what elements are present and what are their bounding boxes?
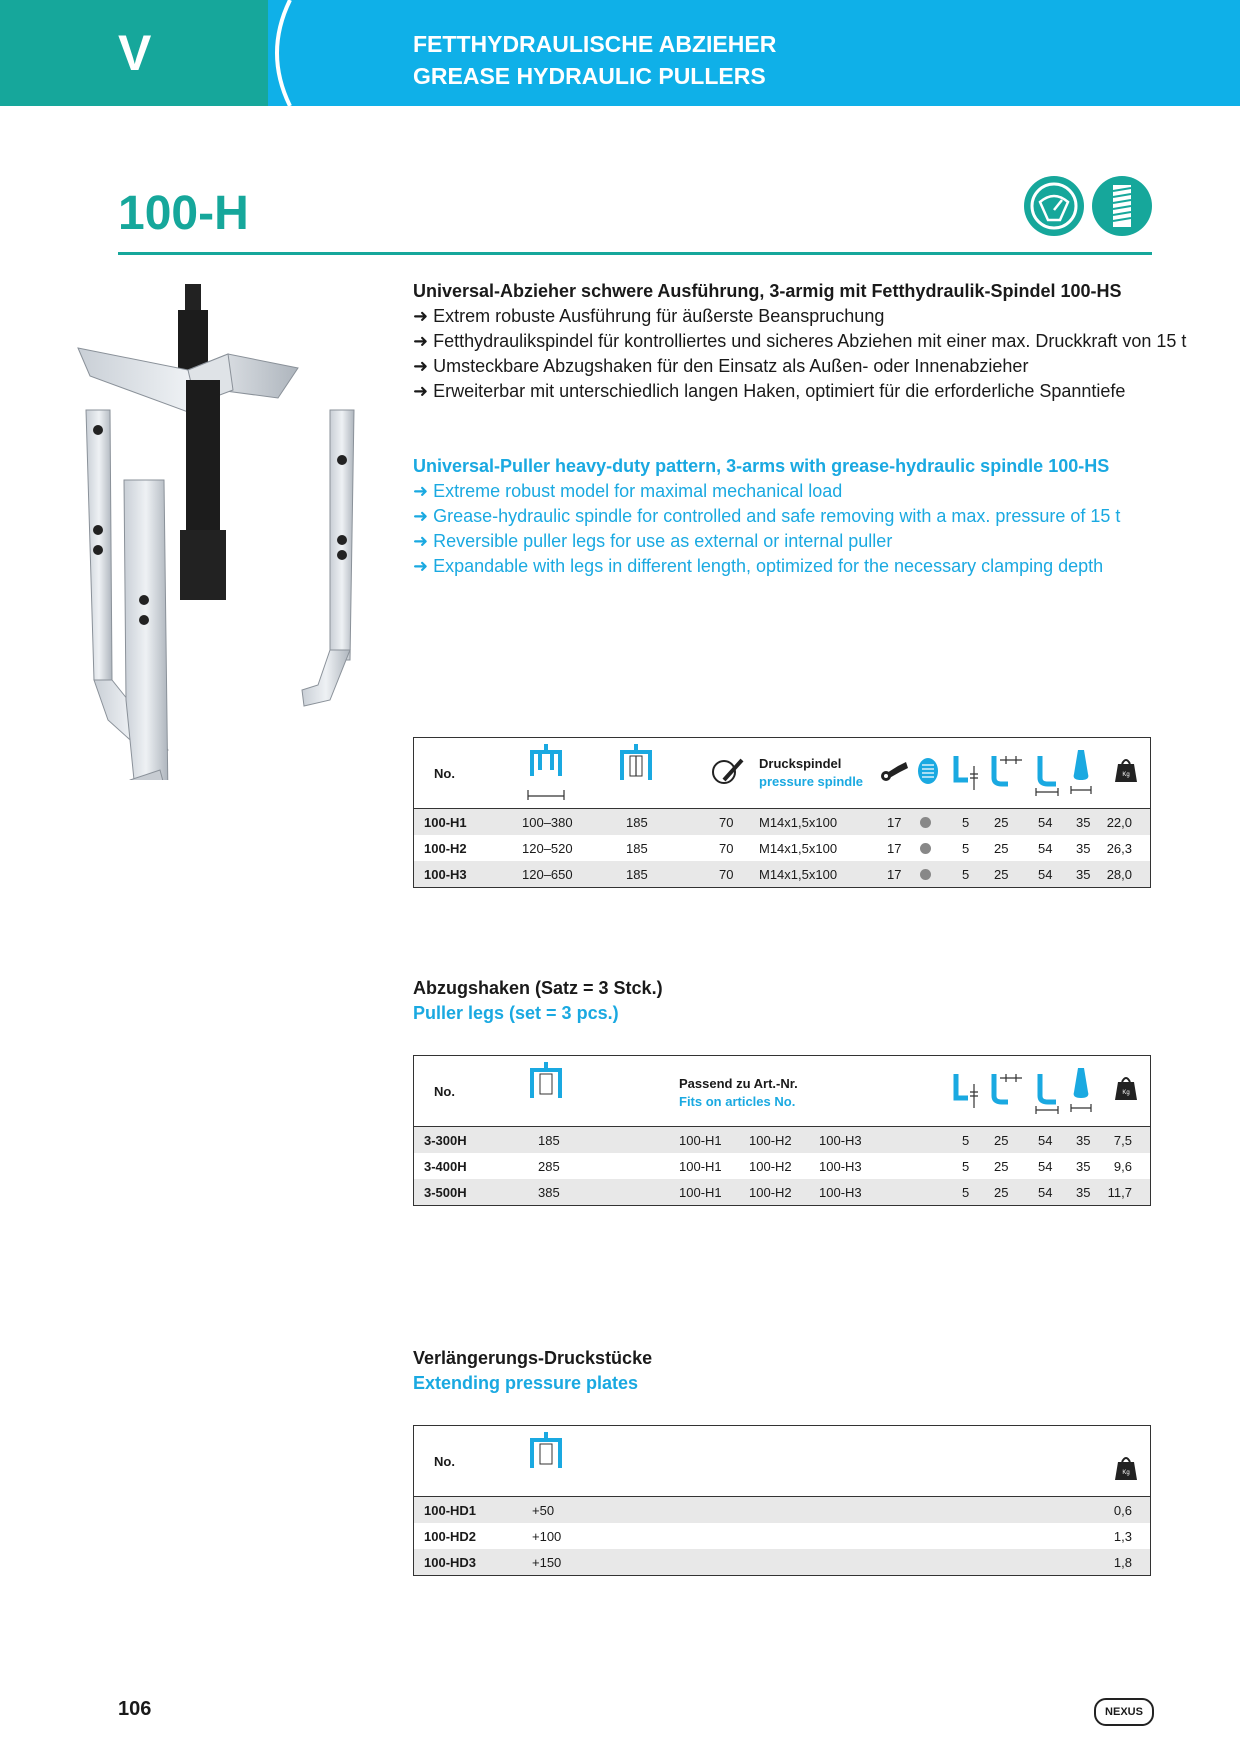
cell-b: 25 <box>994 1159 1009 1174</box>
span-width-icon <box>524 742 568 802</box>
column-header-spindle-de: Druckspindel <box>759 756 842 771</box>
column-header-no: No. <box>434 1454 455 1469</box>
cell-depth: 185 <box>538 1133 560 1148</box>
table-row <box>414 1549 1150 1575</box>
cell-f3: 100-H3 <box>819 1159 862 1174</box>
cell-no: 3-400H <box>424 1159 467 1174</box>
cell-kg: 11,7 <box>1107 1185 1132 1200</box>
grease-indicator-dot <box>920 869 931 880</box>
cell-a: 5 <box>962 815 970 830</box>
cell-f1: 100-H1 <box>679 1185 722 1200</box>
cell-kg: 0,6 <box>1113 1503 1132 1518</box>
pressure-plates-table-header <box>414 1426 1150 1497</box>
cell-span: 100–380 <box>522 815 573 830</box>
cell-kg: 22,0 <box>1106 815 1132 830</box>
page-number: 106 <box>118 1698 152 1720</box>
cell-d: 35 <box>1076 867 1091 882</box>
section-puller-legs-en: Puller legs (set = 3 pcs.) <box>413 1003 619 1023</box>
cell-no: 100-H2 <box>424 841 467 856</box>
cell-f3: 100-H3 <box>819 1185 862 1200</box>
cell-d: 35 <box>1076 815 1091 830</box>
cell-depth: 285 <box>538 1159 560 1174</box>
grease-indicator-dot <box>920 843 931 854</box>
leg-tip-icon <box>1070 748 1092 796</box>
section-puller-legs <box>413 976 663 1026</box>
cell-ext: +50 <box>532 1503 555 1518</box>
description-en <box>413 454 1193 579</box>
description-de-bullet: ➜ Erweiterbar mit unterschiedlich langen Haken, optimiert für die erforderliche Spanntiefe <box>413 381 1126 401</box>
weight-icon <box>1114 756 1138 782</box>
weight-icon-label: Kg <box>1122 1090 1130 1096</box>
column-header-no: No. <box>434 1084 455 1099</box>
description-de <box>413 279 1193 404</box>
cell-b: 25 <box>994 815 1009 830</box>
table-row <box>414 1153 1150 1179</box>
hook-height-icon <box>950 754 982 794</box>
weight-icon-label: Kg <box>1122 772 1130 778</box>
cell-c: 54 <box>1038 1133 1053 1148</box>
weight-icon-label: Kg <box>1122 1470 1130 1476</box>
leg-width-icon <box>1034 1072 1060 1114</box>
cell-b: 25 <box>994 841 1009 856</box>
cell-f1: 100-H1 <box>679 1133 722 1148</box>
table-row <box>414 835 1150 861</box>
description-en-heading: Universal-Puller heavy-duty pattern, 3-arms with grease-hydraulic spindle 100-HS <box>413 456 1110 476</box>
table-row <box>414 861 1150 887</box>
cell-b: 25 <box>994 1185 1009 1200</box>
description-en-bullet: ➜ Grease-hydraulic spindle for controlled and safe removing with a max. pressure of 15 t <box>413 506 1121 526</box>
cell-no: 3-300H <box>424 1133 467 1148</box>
cell-wrench: 17 <box>887 867 902 882</box>
cell-spindle: M14x1,5x100 <box>759 841 838 856</box>
cell-span: 120–520 <box>522 841 573 856</box>
leg-tip-icon <box>1070 1066 1092 1114</box>
cell-d: 35 <box>1076 1159 1091 1174</box>
cell-no: 100-H3 <box>424 867 467 882</box>
section-letter: V <box>118 25 152 81</box>
section-pressure-plates-en: Extending pressure plates <box>413 1373 639 1393</box>
cell-depth: 385 <box>538 1185 560 1200</box>
cell-a: 5 <box>962 841 970 856</box>
cell-c: 54 <box>1038 815 1053 830</box>
section-pressure-plates-de: Verlängerungs-Druckstücke <box>413 1348 653 1368</box>
angle-icon <box>710 754 746 788</box>
cell-no: 100-H1 <box>424 815 467 830</box>
hook-width-icon <box>990 754 1024 790</box>
header-title-en: GREASE HYDRAULIC PULLERS <box>413 63 766 89</box>
cell-a: 5 <box>962 867 970 882</box>
column-header-fits-de: Passend zu Art.-Nr. <box>679 1076 798 1091</box>
cell-kg: 28,0 <box>1106 867 1132 882</box>
cell-no: 100-HD1 <box>424 1503 477 1518</box>
table-row <box>414 1523 1150 1549</box>
header-divider <box>262 0 302 106</box>
section-puller-legs-de: Abzugshaken (Satz = 3 Stck.) <box>413 978 663 998</box>
clamping-depth-icon <box>524 1430 568 1474</box>
cell-wrench: 17 <box>887 815 902 830</box>
cell-angle: 70 <box>719 815 734 830</box>
cell-d: 35 <box>1076 1133 1091 1148</box>
cell-depth: 185 <box>626 841 648 856</box>
cell-f3: 100-H3 <box>819 1133 862 1148</box>
puller-illustration <box>68 280 408 780</box>
cell-kg: 7,5 <box>1113 1133 1132 1148</box>
description-de-heading: Universal-Abzieher schwere Ausführung, 3-armig mit Fetthydraulik-Spindel 100-HS <box>413 281 1122 301</box>
header-title-de: FETTHYDRAULISCHE ABZIEHER <box>413 31 777 57</box>
cell-c: 54 <box>1038 1159 1053 1174</box>
weight-icon <box>1114 1074 1138 1100</box>
clamping-depth-icon <box>614 742 658 786</box>
cell-depth: 185 <box>626 867 648 882</box>
cell-c: 54 <box>1038 867 1053 882</box>
cell-f2: 100-H2 <box>749 1133 792 1148</box>
product-code: 100-H <box>118 187 249 240</box>
cell-a: 5 <box>962 1159 970 1174</box>
cell-d: 35 <box>1076 1185 1091 1200</box>
cell-a: 5 <box>962 1133 970 1148</box>
table-row <box>414 809 1150 835</box>
cell-angle: 70 <box>719 867 734 882</box>
cell-no: 100-HD2 <box>424 1529 477 1544</box>
cell-no: 3-500H <box>424 1185 467 1200</box>
cell-f2: 100-H2 <box>749 1159 792 1174</box>
cell-spindle: M14x1,5x100 <box>759 815 838 830</box>
hook-width-icon <box>990 1072 1024 1108</box>
leg-width-icon <box>1034 754 1060 796</box>
grease-indicator-dot <box>920 817 931 828</box>
section-pressure-plates <box>413 1346 652 1396</box>
product-table <box>413 737 1151 888</box>
cell-no: 100-HD3 <box>424 1555 477 1570</box>
thread-spindle-icon <box>1092 176 1152 236</box>
cell-f2: 100-H2 <box>749 1185 792 1200</box>
description-en-bullet: ➜ Reversible puller legs for use as external or internal puller <box>413 531 893 551</box>
pressure-plates-table <box>413 1425 1151 1576</box>
cell-c: 54 <box>1038 841 1053 856</box>
description-de-bullet: ➜ Umsteckbare Abzugshaken für den Einsatz als Außen- oder Innenabzieher <box>413 356 1029 376</box>
cell-a: 5 <box>962 1185 970 1200</box>
description-en-bullet: ➜ Extreme robust model for maximal mechanical load <box>413 481 843 501</box>
cell-angle: 70 <box>719 841 734 856</box>
table-row <box>414 1497 1150 1523</box>
table-row <box>414 1127 1150 1153</box>
clamping-depth-icon <box>524 1060 568 1104</box>
cell-kg: 1,8 <box>1113 1555 1132 1570</box>
cell-c: 54 <box>1038 1185 1053 1200</box>
title-rule <box>118 252 1152 255</box>
description-de-bullet: ➜ Fetthydraulikspindel für kontrolliertes und sicheres Abziehen mit einer max. Druckkraft von 15 t <box>413 331 1187 351</box>
cell-f1: 100-H1 <box>679 1159 722 1174</box>
cell-b: 25 <box>994 867 1009 882</box>
cell-ext: +150 <box>532 1555 562 1570</box>
hook-height-icon <box>950 1072 982 1112</box>
column-header-fits-en: Fits on articles No. <box>679 1094 796 1109</box>
nexus-logo: NEXUS <box>1094 1698 1154 1726</box>
description-en-bullet: ➜ Expandable with legs in different length, optimized for the necessary clamping depth <box>413 556 1104 576</box>
column-header-spindle-en: pressure spindle <box>759 774 864 789</box>
cell-kg: 9,6 <box>1113 1159 1132 1174</box>
cell-spindle: M14x1,5x100 <box>759 867 838 882</box>
cell-kg: 1,3 <box>1113 1529 1132 1544</box>
cell-depth: 185 <box>626 815 648 830</box>
cell-wrench: 17 <box>887 841 902 856</box>
cell-b: 25 <box>994 1133 1009 1148</box>
grease-icon <box>916 756 940 786</box>
wrench-icon <box>880 760 910 782</box>
cell-ext: +100 <box>532 1529 562 1544</box>
table-row <box>414 1179 1150 1205</box>
product-table-header <box>414 738 1150 809</box>
cell-span: 120–650 <box>522 867 573 882</box>
gauge-icon <box>1024 176 1084 236</box>
header-title <box>413 28 776 92</box>
weight-icon <box>1114 1454 1138 1480</box>
description-de-bullet: ➜ Extrem robuste Ausführung für äußerste Beanspruchung <box>413 306 885 326</box>
puller-legs-table-header <box>414 1056 1150 1127</box>
column-header-no: No. <box>434 766 455 781</box>
cell-d: 35 <box>1076 841 1091 856</box>
cell-kg: 26,3 <box>1106 841 1132 856</box>
puller-legs-table <box>413 1055 1151 1206</box>
